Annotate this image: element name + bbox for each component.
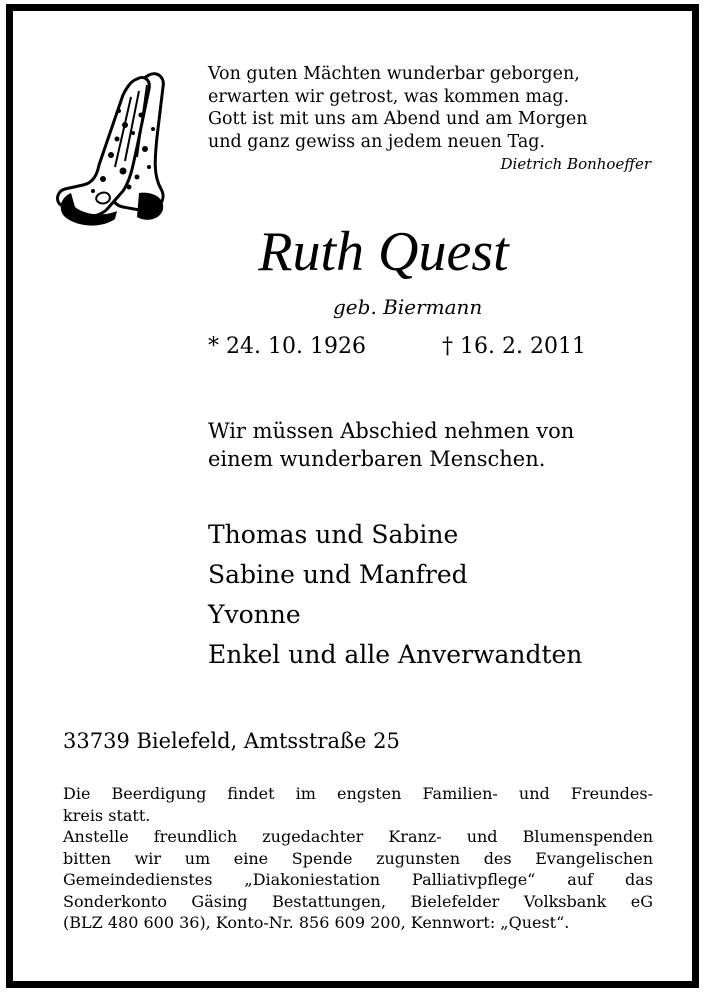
- poem: [208, 63, 668, 175]
- deceased-name: Ruth Quest: [258, 221, 509, 283]
- mourners-list: [208, 515, 582, 675]
- mourner-item: Thomas und Sabine: [208, 520, 459, 549]
- family-address: 33739 Bielefeld, Amtsstraße 25: [63, 729, 400, 753]
- poem-line: Gott ist mit uns am Abend und am Morgen: [208, 109, 588, 129]
- mourner-item: Yvonne: [208, 600, 301, 629]
- mourner-item: Sabine und Manfred: [208, 560, 468, 589]
- notes-line: Gemeindedienstes „Diakoniestation Palliativpflege“ auf das: [63, 870, 653, 889]
- poem-line: und ganz gewiss an jedem neuen Tag.: [208, 131, 546, 152]
- farewell-message: [208, 417, 574, 473]
- notes-line: Sonderkonto Gäsing Bestattungen, Bielefelder Volksbank eG: [63, 891, 653, 911]
- death-date: † 16. 2. 2011: [442, 334, 586, 359]
- poem-line: Von guten Mächten wunderbar geborgen,: [208, 64, 580, 84]
- notes-line: bitten wir um eine Spende zugunsten des Evangelischen: [63, 848, 653, 868]
- poem-author: Dietrich Bonhoeffer: [500, 155, 651, 173]
- funeral-notes: [63, 783, 653, 934]
- notes-line: Die Beerdigung findet im engsten Familien- und Freundes-: [63, 784, 653, 803]
- farewell-line: einem wunderbaren Menschen.: [208, 447, 546, 471]
- birth-name: geb. Biermann: [333, 295, 483, 319]
- farewell-line: Wir müssen Abschied nehmen von: [208, 419, 575, 443]
- notes-line: Anstelle freundlich zugedachter Kranz- und Blumenspenden: [63, 827, 653, 846]
- notes-line: (BLZ 480 600 36), Konto-Nr. 856 609 200, Kennwort: „Quest“.: [63, 913, 570, 932]
- mourner-item: Enkel und alle Anverwandten: [208, 640, 583, 669]
- poem-line: erwarten wir getrost, was kommen mag.: [208, 86, 570, 107]
- obituary-frame: [6, 4, 699, 988]
- praying-hands-icon: [53, 67, 171, 231]
- birth-date: * 24. 10. 1926: [208, 334, 366, 359]
- notes-line: kreis statt.: [63, 805, 151, 825]
